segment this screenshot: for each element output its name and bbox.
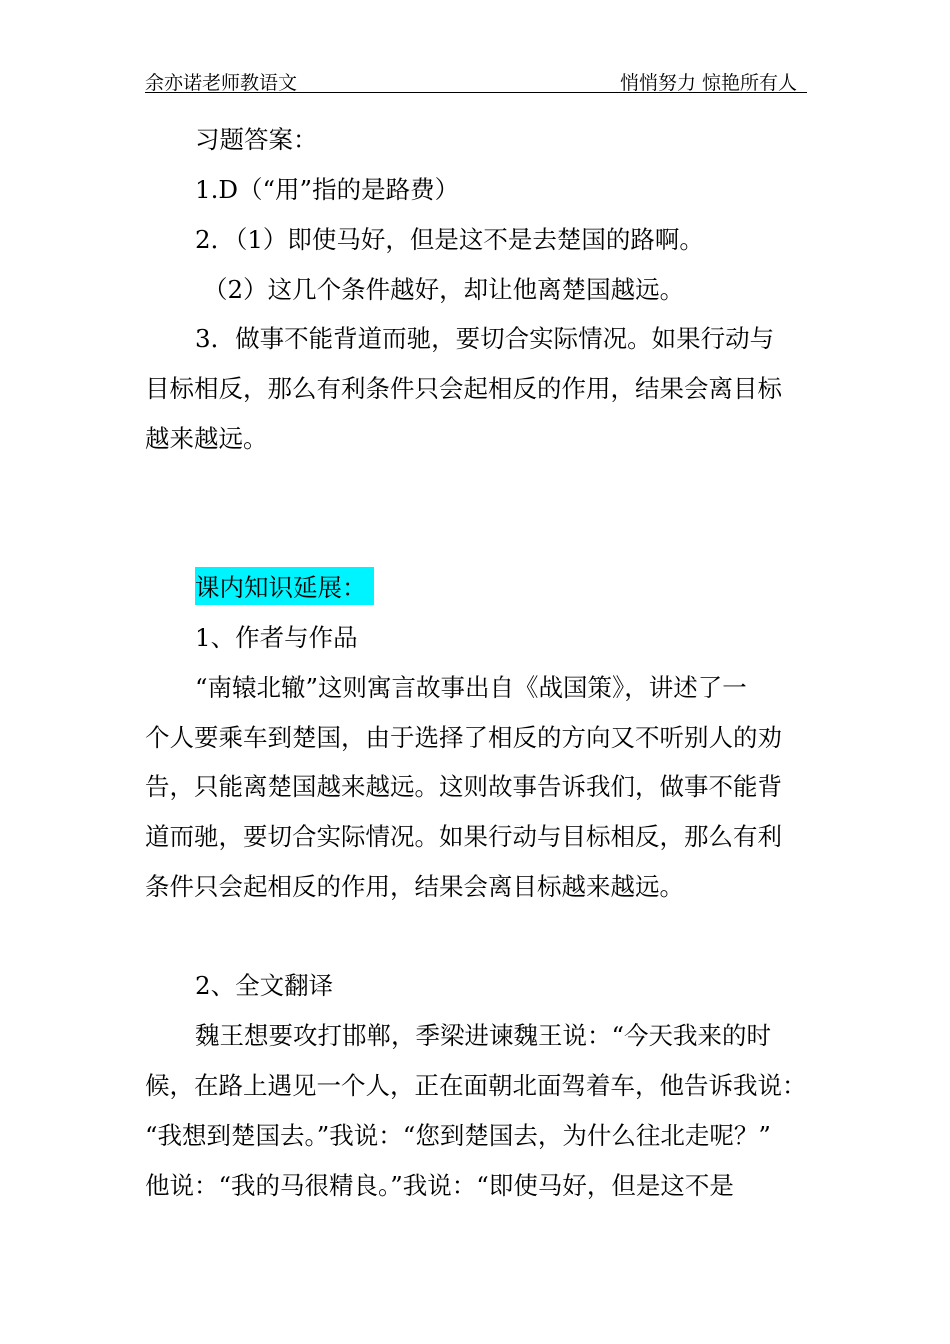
answer-line-1: 1.D（“用”指的是路费） [195, 175, 460, 204]
section2-line-3: “我想到楚国去。”我说：“您到楚国去，为什么往北走呢？” [145, 1121, 771, 1150]
section2-line-2: 候，在路上遇见一个人，正在面朝北面驾着车，他告诉我说： [145, 1071, 807, 1100]
answer-line-4: 3．做事不能背道而驰，要切合实际情况。如果行动与 [195, 324, 775, 353]
page-header [145, 62, 807, 93]
section2-line-1: 魏王想要攻打邯郸，季梁进谏魏王说：“今天我来的时 [195, 1021, 772, 1050]
answer-line-5: 目标相反，那么有利条件只会起相反的作用，结果会离目标 [145, 374, 782, 403]
section2-heading: 2、全文翻译 [195, 971, 334, 1000]
answer-line-3: （2）这几个条件越好，却让他离楚国越远。 [203, 275, 685, 304]
section1-line-5: 条件只会起相反的作用，结果会离目标越来越远。 [145, 872, 684, 901]
header-right-text: 悄悄努力 惊艳所有人 [619, 72, 797, 94]
section1-line-4: 道而驰，要切合实际情况。如果行动与目标相反，那么有利 [145, 822, 782, 851]
answers-title: 习题答案： [195, 125, 318, 154]
section2-line-4: 他说：“我的马很精良。”我说：“即使马好，但是这不是 [145, 1171, 734, 1200]
extension-title: 课内知识延展： [195, 573, 367, 602]
section1-line-1: “南辕北辙”这则寓言故事出自《战国策》，讲述了一 [195, 673, 747, 702]
header-left-text: 余亦诺老师教语文 [145, 72, 298, 94]
answer-line-6: 越来越远。 [145, 424, 268, 453]
section1-heading: 1、作者与作品 [195, 623, 358, 652]
section1-line-3: 告，只能离楚国越来越远。这则故事告诉我们，做事不能背 [145, 772, 782, 801]
section1-line-2: 个人要乘车到楚国，由于选择了相反的方向又不听别人的劝 [145, 723, 782, 752]
answer-line-2: 2．（1）即使马好，但是这不是去楚国的路啊。 [195, 225, 704, 254]
